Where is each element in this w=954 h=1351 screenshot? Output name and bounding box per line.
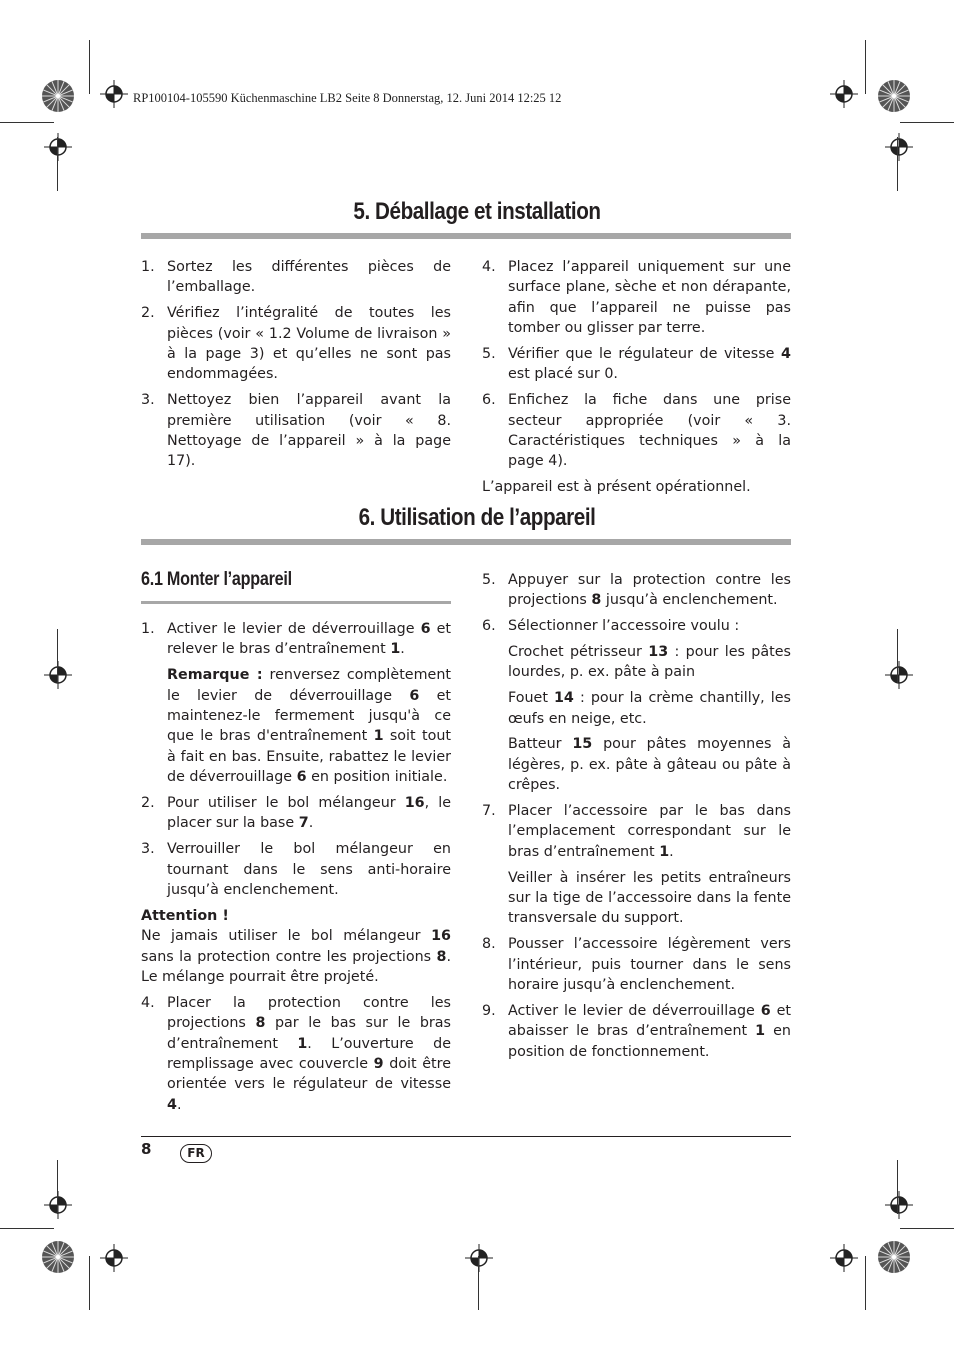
subsection-rule: [141, 601, 451, 604]
registration-mark-icon: [885, 133, 913, 161]
attention-label: Attention !: [141, 907, 229, 924]
list-item: 5. Vérifier que le régulateur de vitesse 4 est placé sur 0.: [482, 346, 791, 383]
starburst-mark-icon: [41, 79, 75, 113]
trim-line: [865, 40, 866, 94]
list-item: 3. Nettoyez bien l’appareil avant la première utilisation (voir « 8. Nettoyage de l’appareil » à la page 17).: [141, 392, 451, 470]
registration-mark-icon: [100, 1244, 128, 1272]
attention-text: Ne jamais utiliser le bol mélangeur 16 sans la protection contre les projections 8. Le mélange pourrait être projeté.: [141, 928, 451, 986]
trim-line: [865, 1256, 866, 1310]
registration-mark-icon: [44, 1191, 72, 1219]
list-item: 4. Placer la protection contre les projections 8 par le bas sur le bras d’entraînement 1. L’ouverture de remplissage avec couvercle 9 doit être orientée vers le régulateur de vitesse 4.: [141, 994, 451, 1113]
language-badge: FR: [180, 1144, 212, 1163]
list-item: 3. Verrouiller le bol mélangeur en tournant dans le sens anti-horaire jusqu’à enclenchement.: [141, 841, 451, 899]
section-5-rule: [141, 233, 791, 239]
list-item: 2. Pour utiliser le bol mélangeur 16, le placer sur la base 7.: [141, 795, 452, 832]
trim-line: [57, 137, 58, 191]
starburst-mark-icon: [41, 1240, 75, 1274]
list-item: 9. Activer le levier de déverrouillage 6 et abaisser le bras d’entraînement 1 en position de fonctionnement.: [482, 1002, 791, 1060]
trim-line: [89, 40, 90, 94]
list-item: 2. Vérifiez l’intégralité de toutes les pièces (voir « 1.2 Volume de livraison » à la page 3) et qu’elles ne sont pas endommagées.: [141, 305, 451, 383]
trim-line: [897, 1160, 898, 1214]
closing-text: L’appareil est à présent opérationnel.: [482, 479, 751, 496]
trim-line: [897, 629, 898, 683]
accessory-item: Crochet pétrisseur 13 : pour les pâtes lourdes, p. ex. pâte à pain: [508, 644, 791, 681]
section-6-title: 6. Utilisation de l’appareil: [358, 504, 596, 531]
section-5-title: 5. Déballage et installation: [353, 198, 601, 225]
footer-rule: [141, 1136, 791, 1137]
section-6-rule: [141, 539, 791, 545]
trim-line: [0, 122, 54, 123]
accessory-item: Fouet 14 : pour la crème chantilly, les œufs en neige, etc.: [508, 690, 791, 727]
list-item: 6. Sélectionner l’accessoire voulu :: [482, 618, 740, 635]
accessory-item: Batteur 15 pour pâtes moyennes à légères, p. ex. pâte à gâteau ou pâte à crêpes.: [508, 736, 792, 794]
registration-mark-icon: [885, 1191, 913, 1219]
trim-line: [0, 1228, 54, 1229]
section-5-right-column: [482, 257, 791, 503]
trim-line: [900, 122, 954, 123]
registration-mark-icon: [44, 133, 72, 161]
note-text: Remarque : renversez complètement le levier de déverrouillage 6 et maintenez-le fermement jusqu'à ce que le bras d'entraînement 1 soit tout à fait en bas. Ensuite, rabattez le levier de déverrouillage 6 en position initiale.: [167, 667, 451, 786]
trim-line: [57, 629, 58, 683]
trim-line: [897, 137, 898, 191]
trim-line: [900, 1228, 954, 1229]
section-6-right-column: [482, 570, 791, 1067]
registration-mark-icon: [885, 661, 913, 689]
trim-line: [57, 1160, 58, 1214]
list-item: 4. Placez l’appareil uniquement sur une surface plane, sèche et non dérapante, afin que l’appareil ne puisse pas tomber ou glisser par terre.: [482, 259, 791, 337]
list-item: 7. Placer l’accessoire par le bas dans l’emplacement correspondant sur le bras d’entraînement 1.: [482, 803, 791, 860]
subsection-title: 6.1 Monter l’appareil: [141, 569, 292, 590]
registration-mark-icon: [100, 80, 128, 108]
list-item: 1. Activer le levier de déverrouillage 6 et relever le bras d’entraînement 1.: [141, 621, 452, 658]
registration-mark-icon: [830, 80, 858, 108]
list-item: 5. Appuyer sur la protection contre les projections 8 jusqu’à enclenchement.: [482, 572, 791, 609]
list-item: 1. Sortez les différentes pièces de l’emballage.: [141, 259, 451, 296]
trim-line: [89, 1256, 90, 1310]
list-item: 6. Enfichez la fiche dans une prise secteur appropriée (voir « 3. Caractéristiques techniques » à la page 4).: [482, 392, 791, 470]
starburst-mark-icon: [877, 79, 911, 113]
list-item: 8. Pousser l’accessoire légèrement vers l’intérieur, puis tourner dans le sens horaire jusqu’à enclenchement.: [482, 936, 791, 994]
registration-mark-icon: [830, 1244, 858, 1272]
registration-mark-icon: [465, 1244, 493, 1272]
starburst-mark-icon: [877, 1240, 911, 1274]
print-header: RP100104-105590 Küchenmaschine LB2 Seite 8 Donnerstag, 12. Juni 2014 12:25 12: [133, 91, 562, 105]
trim-line: [478, 1256, 479, 1310]
item-note: Veiller à insérer les petits entraîneurs sur la tige de l’accessoire dans la fente transversale du support.: [508, 869, 791, 927]
section-6-left-column: [141, 619, 451, 1121]
page-number: 8: [141, 1140, 152, 1158]
section-5-left-column: [141, 257, 451, 477]
registration-mark-icon: [44, 661, 72, 689]
